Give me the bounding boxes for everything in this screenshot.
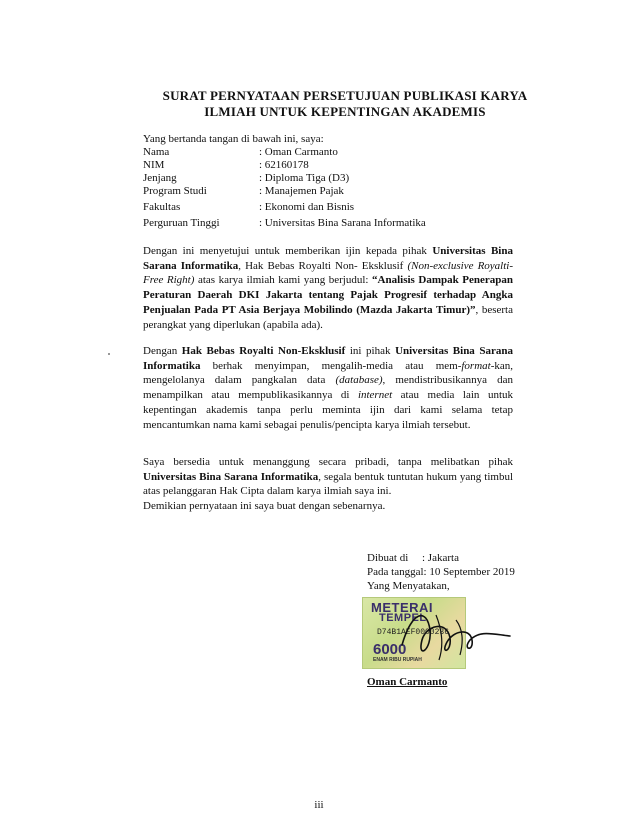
title-line-2: ILMIAH UNTUK KEPENTINGAN AKADEMIS bbox=[204, 104, 486, 119]
text-run: Saya bersedia untuk menanggung secara pribadi, tanpa melibatkan pihak bbox=[143, 456, 513, 468]
identity-value: : Diploma Tiga (D3) bbox=[259, 172, 350, 184]
signature-date: Pada tanggal: 10 September 2019 bbox=[367, 566, 515, 578]
title-line-1: SURAT PERNYATAAN PERSETUJUAN PUBLIKASI KARYA bbox=[162, 88, 528, 103]
text-run-italic: format bbox=[461, 359, 491, 372]
intro-text: Yang bertanda tangan di bawah ini, saya: bbox=[143, 133, 324, 145]
stamp-amount-words: ENAM RIBU RUPIAH bbox=[373, 657, 422, 663]
text-run-bold: Universitas Bina Sarana Informatika bbox=[143, 470, 319, 483]
signature-statement: Yang Menyatakan, bbox=[367, 580, 450, 592]
identity-label: Jenjang bbox=[143, 172, 177, 184]
paragraph-closing: Demikian pernyataan ini saya buat dengan sebenarnya. bbox=[143, 500, 386, 512]
paragraph-liability bbox=[143, 455, 513, 499]
text-run-bold: Universitas Bina Sarana Informatika bbox=[143, 345, 513, 372]
identity-value: : Universitas Bina Sarana Informatika bbox=[259, 217, 426, 229]
document-title bbox=[110, 88, 580, 120]
identity-value: : Oman Carmanto bbox=[259, 146, 338, 158]
stamp-title: METERAI bbox=[371, 600, 433, 615]
signer-name: Oman Carmanto bbox=[367, 676, 448, 688]
text-run: ini pihak bbox=[345, 345, 396, 357]
text-run: Dengan bbox=[143, 345, 182, 357]
text-run-italic: (Non-exclusive Royalti-Free Right) bbox=[143, 259, 514, 287]
identity-label: Nama bbox=[143, 146, 170, 158]
scan-speck bbox=[108, 353, 110, 355]
stamp-subtitle: TEMPEL bbox=[379, 612, 427, 624]
stamp-code: D74B1AEF0000236 bbox=[377, 628, 450, 637]
page-number: iii bbox=[314, 799, 324, 811]
paragraph-consent bbox=[143, 244, 513, 332]
identity-label: Perguruan Tinggi bbox=[143, 217, 220, 229]
text-run-italic: internet bbox=[357, 389, 393, 402]
identity-value: : 62160178 bbox=[259, 159, 309, 171]
identity-value: : Ekonomi dan Bisnis bbox=[259, 201, 355, 213]
identity-label: NIM bbox=[143, 159, 165, 171]
paragraph-rights bbox=[143, 344, 513, 432]
text-run: atas karya ilmiah kami yang berjudul: bbox=[194, 274, 373, 287]
text-run: , segala bentuk tuntutan hukum yang timbul atas pelanggaran Hak Cipta dalam karya ilmiah saya ini. bbox=[143, 470, 513, 498]
thesis-title: “Analisis Dampak Penerapan Peraturan Daerah DKI Jakarta tentang Pajak Progresif terhadap Angka Penjualan Pada PT Asia Berjaya Mobilindo (Mazda Jakarta Timur)” bbox=[143, 274, 513, 316]
text-run-bold: Hak Bebas Royalti Non-Eksklusif bbox=[181, 345, 346, 357]
identity-value: : Manajemen Pajak bbox=[259, 185, 344, 197]
text-run: atau media lain untuk kepentingan akademis tanpa perlu meminta ijin dari kami selama tetap mencantumkan nama kami sebagai penulis/pencipta karya ilmiah tersebut. bbox=[143, 389, 513, 431]
text-run: , beserta perangkat yang diperlukan (apabila ada). bbox=[143, 303, 513, 331]
text-run-bold: Universitas Bina Sarana Informatika bbox=[143, 245, 513, 272]
text-run: Dengan ini menyetujui untuk memberikan ijin kepada pihak bbox=[143, 245, 433, 257]
text-run: , mendistribusikannya dan menampilkan atau mempublikasikannya di bbox=[143, 374, 513, 402]
identity-label: Fakultas bbox=[143, 201, 181, 213]
handwritten-signature bbox=[392, 600, 512, 670]
text-run: , Hak Bebas Royalti Non- Eksklusif bbox=[238, 259, 408, 272]
text-run: berhak menyimpan, mengalih-media atau mem- bbox=[200, 359, 462, 372]
text-run: -kan, mengelolanya dalam pangkalan data bbox=[143, 359, 513, 387]
signature-place: Dibuat di : Jakarta bbox=[367, 552, 459, 564]
text-run-italic: (database) bbox=[335, 374, 383, 387]
stamp-amount: 6000 bbox=[373, 641, 407, 658]
identity-label: Program Studi bbox=[143, 185, 207, 197]
